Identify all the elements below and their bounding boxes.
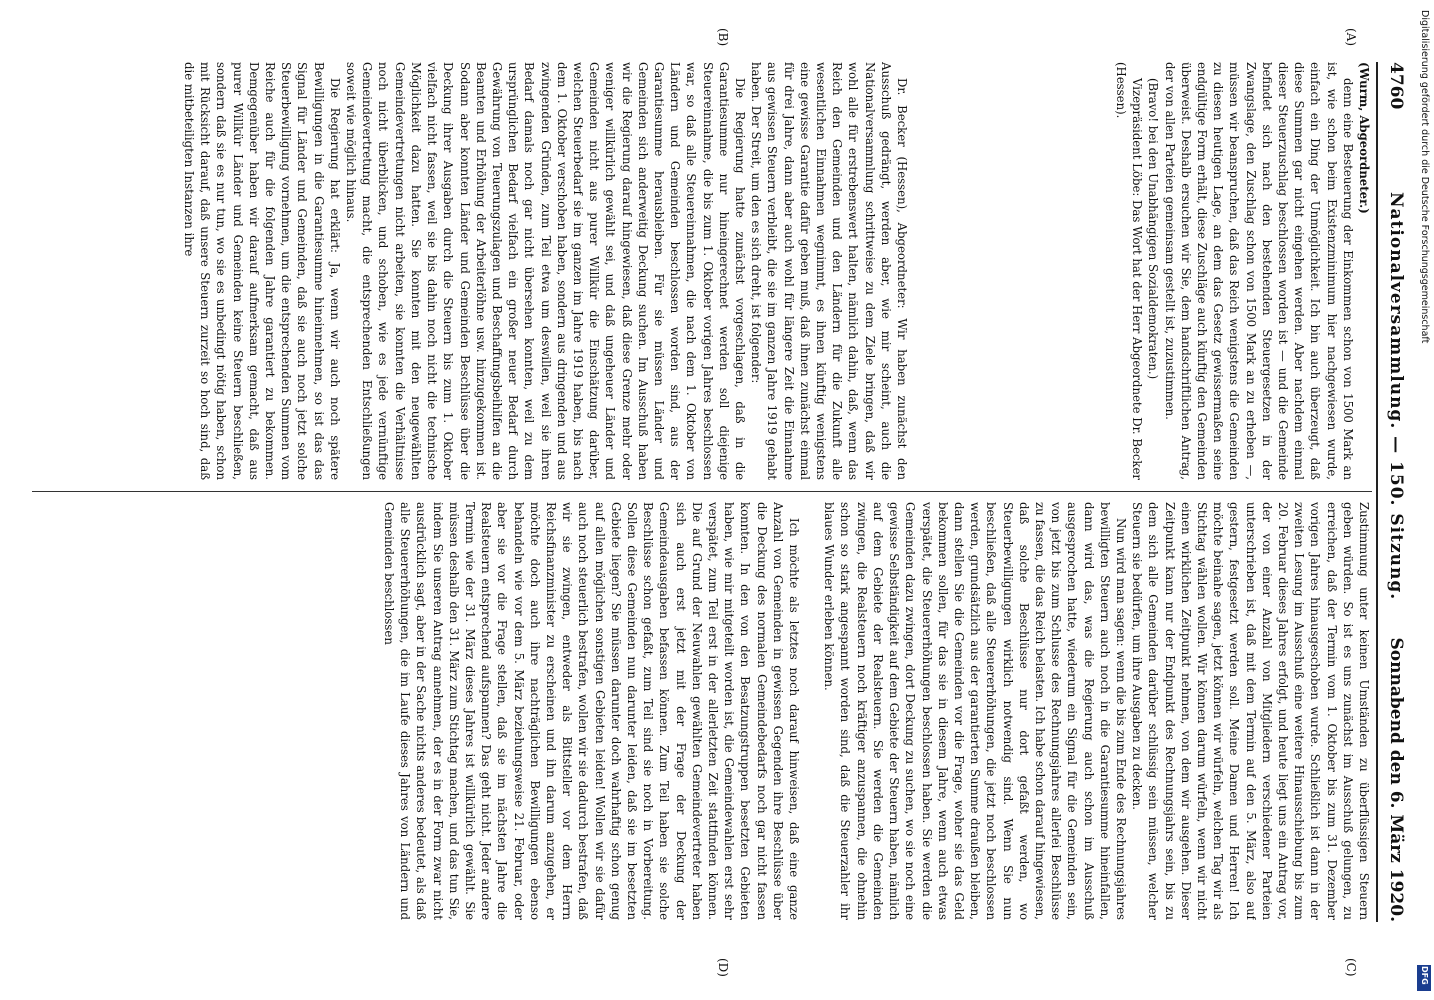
page-title: Nationalversammlung. — 150. Sitzung. <box>1386 192 1406 601</box>
speech-paragraph: Nun wird man sagen: wenn die bis zum Ende des Rechnungsjahres bewilligten Steuern auch noch in die Garantiesumme hineinfallen, dann wird das, was die Regierung auch schon im Ausschuß ausgesprochen hatte, wiederum ein Signal für die Gemeinden sein, von jetzt bis zum Schlusse des Rechnungsjahres allerlei Beschlüsse zu fassen, die das Reich belasten. Ich habe schon darauf hingewiesen, daß solche Beschlüsse nur dort gefaßt werden, wo Steuerbewilligungen wirklich notwendig sind. Wenn Sie nun beschließen, daß alle Steuererhöhungen, die jetzt noch beschlossen werden, grundsätzlich aus der garantierten Summe draußen bleiben, dann stellen Sie die Gemeinden vor die Frage, woher sie das Geld bekommen sollen, für das sie in diesem Jahre, wenn auch etwas verspätet, die Steuererhöhungen beschlossen haben. Sie werden die Gemeinden dazu zwingen, dort Deckung zu suchen, wo sie noch eine gewisse Selbständigkeit auf dem Gebiete der Steuern haben, nämlich auf dem Gebiete der Realsteuern. Sie werden die Gemeinden zwingen, die Realsteuern noch kräftiger anzuspannen, die ohnehin schon so stark angespannt worden sind, daß die Steuerzahler ihr blaues Wunder erleben können. <box>822 502 1128 920</box>
speech-paragraph: Zustimmung unter keinen Umständen zu überflüssigen Steuern geben würden. So ist es uns zunächst im Ausschuß gelungen, zu erreichen, daß der Termin vom 1. Oktober bis zum 31. Dezember vorigen Jahres hinausgeschoben wurde. Schließlich ist dann in der zweiten Lesung im Ausschuß eine weitere Hinausschiebung bis zum 20. Februar dieses Jahres erfolgt, und heute liegt uns ein Antrag vor, der von einer Anzahl von Mitgliedern verschiedener Parteien unterschrieben ist, daß mit dem Termin auf den 5. März, also auf gestern, festgesetzt werden soll. Meine Damen und Herren! Ich möchte beinahe sagen, jetzt können wir würfeln, welchen Tag wir als Stichtag wählen wollen. Wir können darum würfeln, wenn wir nicht einen wirklichen Zeitpunkt nehmen, von dem wir ausgehen. Dieser Zeitpunkt kann nur der Endpunkt des Rechnungsjahrs sein, bis zu dem sich alle Gemeinden darüber schlüssig sein müssen, welcher Steuern sie bedürfen, um ihre Ausgaben zu decken. <box>1130 502 1371 920</box>
paragraph: denn eine Besteuerung der Einkommen schon von 1500 Mark an ist, wie schon beim Existenzminimum hier nachgewiesen wurde, einfach ein Ding der Unmöglichkeit. Ich bin auch überzeugt, daß diese Summen gar nicht eingehen werden. Aber nachdem einmal dieser Steuerzuschlag beschlossen worden ist — und die Gemeinde befindet sich nach den bestehenden Steuergesetzen in der Zwangslage, den Zuschlag schon von 1500 Mark an zu erheben —, müssen wir beanspruchen, daß das Reich wenigstens die Gemeinden zu diesen heutigen Lage, an dem das Gesetz gewissermaßen seine endgültige Form erhält, diese Zuschläge auch künftig den Gemeinden überweist. Deshalb ersuchen wir Sie, dem handschriftlichen Antrag, der von allen Parteien gemeinsam gestellt ist, zuzustimmen. <box>1162 62 1355 480</box>
margin-marker-c: (C) <box>1344 958 1358 977</box>
column-separator <box>32 491 1372 492</box>
session-date: Sonnabend den 6. März 1920. <box>1386 637 1406 922</box>
applause-note: (Bravo! bei den Unabhängigen Sozialdemokraten.) <box>1146 78 1161 380</box>
column-left-upper <box>952 62 1372 480</box>
margin-marker-b: (B) <box>716 28 730 47</box>
margin-marker-a: (A) <box>1344 28 1358 47</box>
chair-announcement: Vizepräsident Löbe: Das Wort hat der Herr Abgeordnete Dr. Becker (Hessen). <box>1113 62 1145 480</box>
page-header <box>1376 62 1406 922</box>
header-rule <box>1376 62 1378 922</box>
speech-paragraph: Die Regierung hat erklärt: Ja, wenn wir auch noch spätere Bewilligungen in die Garantiesumme hineinnehmen, so ist das das Signal für Länder und Gemeinden, daß sie auch noch jetzt solche Steuerbewilligung vornehmen, um die entsprechenden Summen vom Reiche auch für die folgenden Jahre garantiert zu bekommen. Demgegenüber haben wir darauf aufmerksam gemacht, daß aus purer Willkür Länder und Gemeinden keine Steuern beschließen, sondern daß sie es nur tun, wo sie es unbedingt nötig haben, schon mit Rücksicht darauf, daß unsere Steuern zurzeit so hoch sind, daß die mitbeteiligten Instanzen ihre <box>182 62 342 480</box>
column-right-lower <box>30 502 802 920</box>
speech-paragraph: Dr. Becker (Hessen), Abgeordneter: Wir haben zunächst den Ausschuß gedrängt, werden aber, wie mir scheint, auch die Nationalversammlung schrittweise zu dem Ziele bringen, daß wir wohl alle für erstrebenswert halten, nämlich dahin, daß, wenn das Reich den Gemeinden und den Ländern für die Zukunft alle wesentlichen Einnahmen wegnimmt, es ihnen künftig wenigstens eine gewisse Garantie dafür geben muß, daß ihnen zunächst einmal für drei Jahre, dann aber auch wohl für längere Zeit die Einnahme aus gewissen Steuern verbleibt, die sie im ganzen Jahre 1919 gehabt haben. Der Streit, um den es sich dreht, ist folgender: <box>749 62 909 480</box>
dfg-logo <box>1417 965 1431 991</box>
column-left-lower <box>30 62 910 480</box>
margin-marker-d: (D) <box>716 958 730 977</box>
dfg-logo-text: DFG <box>1420 966 1429 985</box>
speech-paragraph: Die Regierung hatte zunächst vorgeschlagen, daß in die Garantiesumme nur hineingerechnet werden soll diejenige Steuereinnahme, die bis zum 1. Oktober vorigen Jahres beschlossen war, so daß alle Steuereinnahmen, die nach dem 1. Oktober von Ländern und Gemeinden beschlossen worden sind, aus der Garantiesumme herausbleiben. Für sie müssen Länder und Gemeinden sich anderweitig Deckung suchen. Im Ausschuß haben wir die Regierung darauf hingewiesen, daß diese Grenze mehr oder weniger willkürlich gewählt sei, und daß ungeheuer Länder und Gemeinden nicht aus purer Willkür die Einschätzung darüber, welchen Steuerbedarf sie im ganzen im Jahre 1919 haben, bis nach dem 1. Oktober verschoben haben, sondern aus dringenden und aus zwingenden Gründen, zum Teil etwa um deswillen, weil sie ihren Bedarf damals noch gar nicht übersehen konnten, weil zu dem ursprünglichen Bedarf vielfach ein großer neuer Bedarf durch Gewährung von Teuerungszulagen und Beschaffungsbeihilfen an die Beamten und Erhöhung der Arbeiterlöhne usw. hinzugekommen ist. Sodann aber konnten Länder und Gemeinden Beschlüsse über die Deckung ihrer Ausgaben durch die Steuern bis zum 1. Oktober vielfach nicht fassen, weil sie bis dahin noch nicht die technische Möglichkeit dazu hatten. Sie konnten mit den neugewählten Gemeindevertretungen nicht arbeiten, sie konnten die Verhältnisse noch nicht überblicken, und schoben, wie es jede vernünftige Gemeindevertretung macht, die entsprechenden Entschließungen soweit wie möglich hinaus. <box>344 62 747 480</box>
speaker-note: (Wurm, Abgeordneter.) <box>1357 62 1371 214</box>
digitization-footer <box>1416 10 1434 995</box>
footer-credit: Digitalisierung gefördert durch die Deutsche Forschungsgemeinschaft <box>1419 10 1430 344</box>
column-right-upper <box>812 502 1372 920</box>
page-number: 4760 <box>1386 62 1406 110</box>
speech-paragraph: Ich möchte als letztes noch darauf hinweisen, daß eine ganze Anzahl von Gemeinden in gewissen Gegenden ihre Beschlüsse über die Deckung des normalen Gemeindebedarfs noch gar nicht fassen konnten. In den von den Besatzungstruppen besetzten Gebieten haben, wie mir mitgeteilt worden ist, die Gemeindewahlen erst sehr verspätet, zum Teil erst in der allerletzten Zeit stattfinden können. Die auf Grund der Neuwahlen gewählten Gemeindevertreter haben sich auch erst jetzt mit der Frage der Deckung der Gemeindeausgaben befassen können. Zum Teil haben sie solche Beschlüsse schon gefaßt, zum Teil sind sie noch in Vorbereitung. Sollen diese Gemeinden nun darunter leiden, daß sie im besetzten Gebiete liegen? Sie müssen darunter doch wahrhaftig schon genug auf allen möglichen sonstigen Gebieten leiden! Wollen wir sie dafür auch noch steuerlich bestrafen, wollen wir sie dadurch bestrafen, daß wir sie zwingen, entweder als Bittsteller vor dem Herrn Reichsfinanzminister zu erscheinen und ihn darum anzugehen, er möchte doch auch ihre nachträglichen Bewilligungen ebenso behandeln wie vor dem 5. März beziehungsweise 21. Februar, oder aber sie vor die Frage stellen, daß sie im nächsten Jahre die Realsteuern entsprechend aufspannen? Das geht nicht. Jeder andere Termin wie der 31. März dieses Jahres ist willkürlich gewählt. Sie müssen deshalb den 31. März zum Stichtag machen, und das tun Sie, indem Sie unseren Antrag annehmen, der es in der Form zwar nicht ausdrücklich sagt, aber in der Sache nichts anderes bedeutet, als daß alle Steuererhöhungen, die im Laufe dieses Jahres von Ländern und Gemeinden beschlossen <box>381 502 801 920</box>
